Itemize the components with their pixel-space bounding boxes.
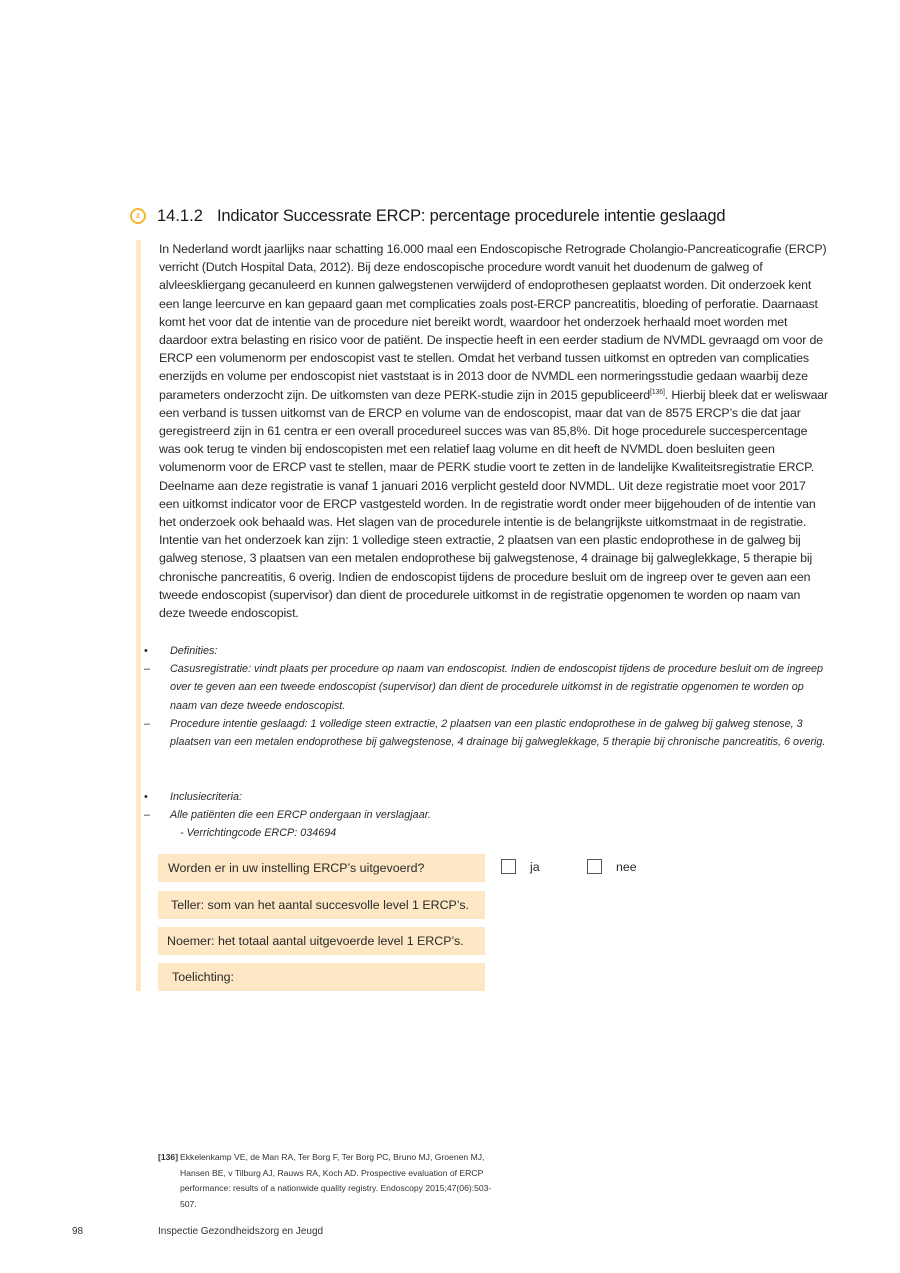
list-item xyxy=(140,660,830,715)
definitions-list xyxy=(140,642,830,751)
toelichting-label: Toelichting: xyxy=(172,970,234,984)
footnote-text: Ekkelenkamp VE, de Man RA, Ter Borg F, Ter Borg PC, Bruno MJ, Groenen MJ, Hansen BE, v Tilburg AJ, Rauws RA, Koch AD. Prospective evaluation of ERCP performance: results of a nationwide quality registry. Endoscopy 2015;47(06):503-507. xyxy=(180,1152,492,1209)
paragraph-part-2: . Hierbij bleek dat er weliswaar een verband is tussen uitkomst van de ERCP en volume van de endoscopist, maar dat van de 8575 ERCP’s die dat jaar geregistreerd zijn in 61 centra er een overall procedureel succes was van 85,8%. Dit hoge procedurele succespercentage was ook terug te vinden bij endoscopisten met een relatief laag volume en dit heeft de NVMDL doen besluiten geen volumenorm voor de ERCP vast te stellen, maar de PERK studie voort te zetten in de landelijke Kwaliteitsregistratie ERCP. Deelname aan deze registratie is vanaf 1 januari 2016 verplicht gesteld door NVMDL. Uit deze registratie moet voor 2017 een uitkomst indicator voor de ERCP vastgesteld worden. In de registratie wordt onder meer bijgehouden of de intentie van het onderzoek ook behaald was. Het slagen van de procedurele intentie is de belangrijkste uitkomstmaat in de registratie. Intentie van het onderzoek kan zijn: 1 volledige steen extractie, 2 plaatsen van een plastic endoprothese in de galweg bij galweg stenose, 3 plaatsen van een metalen endoprothese bij galwegstenose, 4 drainage bij galweglekkage, 5 therapie bij chronische pancreatitis, 6 overig. Indien de endoscopist tijdens de procedure besluit om de ingreep over te geven aan een tweede endoscopist (supervisor) dan dient de procedurele uitkomst in de registratie opgenomen te worden op naam van deze tweede endoscopist. xyxy=(159,387,829,621)
bullet-marker: • xyxy=(144,791,148,803)
paragraph-part-1: In Nederland wordt jaarlijks naar schatting 16.000 maal een Endoscopische Retrograde Cholangio-Pancreaticografie (ERCP) verricht (Dutch Hospital Data, 2012). Bij deze endoscopische procedure wordt vanuit het duodenum de galweg of alvleeskliergang gecanuleerd en kunnen galwegstenen verwijderd of endoprothesen geplaatst worden. Dit onderzoek kent een lange leercurve en kan gepaard gaan met complicaties zoals post-ERCP pancreatitis, bloeding of perforatie. Daarnaast komt het voor dat de intentie van de procedure niet bereikt wordt, waardoor het onderzoek herhaald moet worden met daardoor extra belasting en risico voor de patiënt. De inspectie heeft in een eerder stadium de NVMDL gevraagd om voor de ERCP een volumenorm per endoscopist vast te stellen. Omdat het verband tussen uitkomst en optreden van complicaties enerzijds en volume per endoscopist niet vaststaat is in 2013 door de NVMDL een normeringsstudie gedaan waarbij deze parameters onderzocht zijn. De uitkomsten van deze PERK-studie zijn in 2015 gepubliceerd xyxy=(159,242,827,402)
definition-procedure-intentie: Procedure intentie geslaagd: 1 volledige steen extractie, 2 plaatsen van een plastic endoprothese in de galweg bij galweg stenose, 3 plaatsen van een metalen endoprothese bij galwegstenose, 4 drainage bij galweglekkage, 5 therapie bij chronische pancreatitis, 6 overig. xyxy=(170,717,826,749)
dash-marker: – xyxy=(144,663,151,676)
yes-label: ja xyxy=(530,859,540,874)
page-number: 98 xyxy=(72,1226,84,1237)
definition-casusregistratie: Casusregistratie: vindt plaats per procedure op naam van endoscopist. Indien de endoscopist tijdens de procedure besluit om de ingreep over te geven aan een tweede endoscopist (supervisor) dan dient de procedurele uitkomst in de registratie opgenomen te worden op naam van deze tweede endoscopist. xyxy=(170,663,824,712)
noemer-label: Noemer: het totaal aantal uitgevoerde level 1 ERCP’s. xyxy=(167,934,464,948)
teller-label: Teller: som van het aantal succesvolle level 1 ERCP’s. xyxy=(171,898,469,912)
bullet-marker: • xyxy=(144,645,148,657)
footer-organization: Inspectie Gezondheidszorg en Jeugd xyxy=(158,1226,324,1237)
citation-link[interactable]: [136] xyxy=(649,388,665,396)
question-label: Worden er in uw instelling ERCP’s uitgevoerd? xyxy=(168,861,425,875)
dash-marker: – xyxy=(144,717,151,730)
intro-paragraph xyxy=(159,240,829,622)
no-checkbox[interactable] xyxy=(587,859,602,874)
option-no[interactable] xyxy=(587,859,637,874)
section-heading xyxy=(130,203,830,229)
no-label: nee xyxy=(616,859,637,874)
toelichting-field[interactable] xyxy=(158,963,485,991)
section-number: 14.1.2 xyxy=(157,206,203,225)
option-yes[interactable] xyxy=(501,859,540,874)
inclusion-sub-item: - Verrichtingcode ERCP: 034694 xyxy=(180,827,337,840)
definitions-title: Definities: xyxy=(170,645,218,657)
list-item xyxy=(140,806,830,824)
section-title: Indicator Successrate ERCP: percentage procedurele intentie geslaagd xyxy=(217,206,726,225)
yes-checkbox[interactable] xyxy=(501,859,516,874)
footnote xyxy=(158,1150,498,1212)
question-field xyxy=(158,854,485,882)
inclusion-title: Inclusiecriteria: xyxy=(170,791,243,803)
teller-field[interactable] xyxy=(158,891,485,919)
inclusion-list xyxy=(140,788,830,843)
list-item xyxy=(140,715,830,751)
accent-bar xyxy=(136,240,141,991)
inclusion-item: Alle patiënten die een ERCP ondergaan in verslagjaar. xyxy=(170,809,431,822)
list-item xyxy=(140,824,830,842)
noemer-field[interactable] xyxy=(158,927,485,955)
dash-marker: – xyxy=(144,809,151,822)
footnote-number: [136] xyxy=(158,1152,179,1162)
indicator-z-icon: z xyxy=(130,208,146,224)
